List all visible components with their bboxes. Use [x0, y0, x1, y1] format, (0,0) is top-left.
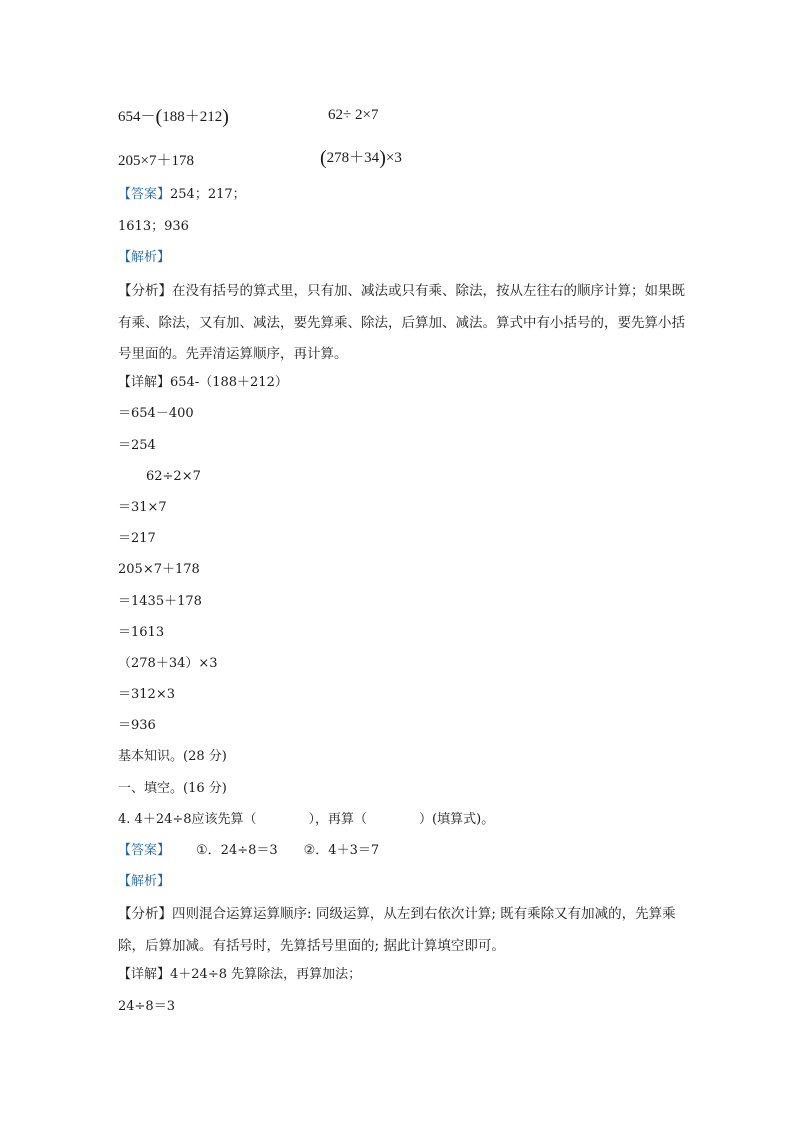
fenxi-label: 【分析】 — [118, 283, 172, 299]
expr-1-close-paren: ) — [222, 106, 229, 128]
detail-step: ＝936 — [118, 718, 156, 733]
q4-detail-label: 【详解】 — [118, 967, 171, 982]
expr-1-part-a: 654－ — [118, 109, 156, 125]
detail-step: ＝654－400 — [118, 406, 194, 421]
question-text-b: ），再算（ — [308, 812, 368, 827]
detail-step: ＝217 — [118, 531, 156, 546]
section-basic: 基本知识。(28 分) — [118, 749, 227, 764]
detail-step: ＝1613 — [118, 625, 165, 640]
q4-fenxi-text: 四则混合运算运算顺序: 同级运算，从左到右依次计算; 既有乘除又有加减的，先算乘除，后算加减。有括号时，先算括号里面的; 据此计算填空即可。 — [118, 906, 676, 954]
q4-answer-label: 【答案】 — [118, 843, 171, 858]
detail-first-expr: 654-（188＋212） — [170, 375, 288, 390]
section-fill: 一、填空。(16 分) — [118, 781, 227, 796]
q4-analysis-label: 【解析】 — [118, 874, 171, 889]
detail-label: 【详解】 — [118, 375, 171, 390]
expression-4 — [320, 145, 402, 168]
expr-4-open-paren: ( — [320, 147, 327, 169]
detail-step: ＝31×7 — [118, 500, 167, 515]
detail-first-line — [118, 374, 288, 392]
detail-step: 205×7＋178 — [118, 562, 200, 577]
analysis-label: 【解析】 — [118, 250, 171, 265]
answer-line-2: 1613；936 — [118, 219, 189, 234]
question-number: 4. — [118, 812, 131, 827]
expression-2: 62÷ 2×7 — [328, 107, 379, 123]
q4-detail-step: 24÷8＝3 — [118, 999, 175, 1014]
expr-1-open-paren: ( — [155, 106, 163, 128]
question-4 — [118, 811, 494, 829]
fenxi-text: 在没有括号的算式里，只有加、减法或只有乘、除法，按从左往右的顺序计算；如果既有乘、除法，又有加、减法，要先算乘、除法，后算加、减法。算式中有小括号的，要先算小括号里面的。先弄清运算顺序，再计算。 — [118, 283, 685, 362]
q4-analysis-paragraph — [118, 899, 688, 962]
expr-4-part-c: ×3 — [385, 150, 402, 166]
expr-1-part-b: 188＋212 — [162, 109, 223, 125]
question-text-a: 4＋24÷8应该先算（ — [134, 812, 257, 827]
question-text-c: ）(填算式)。 — [419, 812, 495, 827]
answer-line-1 — [118, 186, 246, 204]
q4-fenxi-label: 【分析】 — [118, 906, 172, 922]
expr-4-close-paren: ) — [379, 147, 386, 169]
detail-step: ＝312×3 — [118, 687, 175, 702]
answer-text-1: 254；217； — [170, 187, 246, 202]
detail-step: （278＋34）×3 — [118, 656, 218, 671]
q4-detail-text: 4＋24÷8 先算除法，再算加法； — [170, 967, 362, 982]
detail-step: 62÷2×7 — [146, 469, 201, 484]
answer-label: 【答案】 — [118, 187, 171, 202]
expression-1 — [118, 104, 229, 127]
detail-step: ＝254 — [118, 438, 156, 453]
q4-answer-line — [118, 842, 379, 860]
expression-3: 205×7＋178 — [118, 153, 194, 169]
analysis-paragraph — [118, 276, 688, 371]
q4-answer-2: ②．4＋3＝7 — [303, 843, 380, 858]
detail-step: ＝1435＋178 — [118, 594, 202, 609]
expr-4-part-b: 278＋34 — [326, 150, 380, 166]
q4-detail-line — [118, 966, 361, 984]
q4-answer-1: ①．24÷8＝3 — [196, 843, 278, 858]
